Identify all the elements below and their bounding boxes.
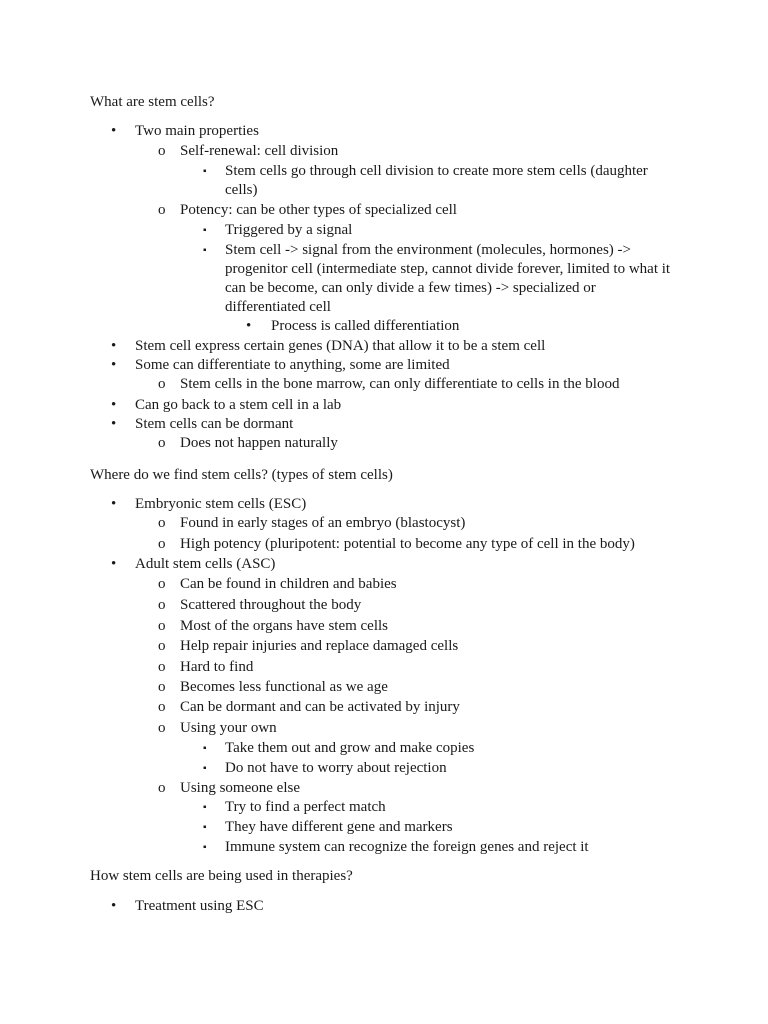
- bullet-level4: •: [246, 318, 252, 334]
- bullet-level1: •: [111, 338, 117, 354]
- list-item: Found in early stages of an embryo (blastocyst): [180, 515, 466, 531]
- list-item: Embryonic stem cells (ESC): [135, 496, 307, 512]
- bullet-level2: o: [158, 376, 166, 392]
- bullet-level2: o: [158, 699, 166, 715]
- bullet-level2: o: [158, 536, 166, 552]
- list-item: Potency: can be other types of specialized cell: [180, 202, 457, 218]
- bullet-level2: o: [158, 659, 166, 675]
- bullet-level3: ▪: [203, 802, 207, 813]
- list-item: Do not have to worry about rejection: [225, 760, 447, 776]
- list-item: Stem cell express certain genes (DNA) that allow it to be a stem cell: [135, 338, 546, 354]
- bullet-level3: ▪: [203, 743, 207, 754]
- list-item: Process is called differentiation: [271, 318, 460, 334]
- section-heading: What are stem cells?: [90, 94, 215, 110]
- list-item: High potency (pluripotent: potential to become any type of cell in the body): [180, 536, 635, 552]
- bullet-level2: o: [158, 576, 166, 592]
- list-item: Does not happen naturally: [180, 435, 338, 451]
- list-item: Can go back to a stem cell in a lab: [135, 397, 342, 413]
- list-item: Treatment using ESC: [135, 898, 264, 914]
- bullet-level2: o: [158, 679, 166, 695]
- bullet-level2: o: [158, 202, 166, 218]
- list-item: Some can differentiate to anything, some are limited: [135, 357, 450, 373]
- bullet-level1: •: [111, 416, 117, 432]
- bullet-level3: ▪: [203, 166, 207, 177]
- list-item-continuation: can be become, can only divide a few times) -> specialized or: [225, 280, 596, 296]
- bullet-level3: ▪: [203, 842, 207, 853]
- bullet-level2: o: [158, 618, 166, 634]
- bullet-level1: •: [111, 123, 117, 139]
- list-item: Stem cells go through cell division to create more stem cells (daughter: [225, 163, 648, 179]
- bullet-level2: o: [158, 435, 166, 451]
- bullet-level2: o: [158, 597, 166, 613]
- list-item: Hard to find: [180, 659, 254, 675]
- bullet-level1: •: [111, 496, 117, 512]
- list-item: Using someone else: [180, 780, 300, 796]
- list-item: Becomes less functional as we age: [180, 679, 388, 695]
- list-item: Two main properties: [135, 123, 259, 139]
- bullet-level1: •: [111, 357, 117, 373]
- list-item: Scattered throughout the body: [180, 597, 362, 613]
- list-item: Using your own: [180, 720, 277, 736]
- list-item: Stem cells in the bone marrow, can only differentiate to cells in the blood: [180, 376, 620, 392]
- list-item: Help repair injuries and replace damaged cells: [180, 638, 459, 654]
- bullet-level3: ▪: [203, 245, 207, 256]
- section-heading: How stem cells are being used in therapies?: [90, 868, 353, 884]
- list-item: Triggered by a signal: [225, 222, 353, 238]
- section-heading: Where do we find stem cells? (types of stem cells): [90, 467, 393, 483]
- bullet-level1: •: [111, 898, 117, 914]
- bullet-level2: o: [158, 515, 166, 531]
- list-item-continuation: cells): [225, 182, 258, 198]
- bullet-level2: o: [158, 143, 166, 159]
- list-item: They have different gene and markers: [225, 819, 453, 835]
- bullet-level2: o: [158, 780, 166, 796]
- list-item: Adult stem cells (ASC): [135, 556, 276, 572]
- bullet-level2: o: [158, 720, 166, 736]
- list-item: Stem cells can be dormant: [135, 416, 294, 432]
- bullet-level1: •: [111, 556, 117, 572]
- list-item-continuation: differentiated cell: [225, 299, 331, 315]
- list-item: Can be dormant and can be activated by injury: [180, 699, 460, 715]
- list-item-continuation: progenitor cell (intermediate step, cannot divide forever, limited to what it: [225, 261, 671, 277]
- list-item: Take them out and grow and make copies: [225, 740, 475, 756]
- list-item: Can be found in children and babies: [180, 576, 397, 592]
- list-item: Stem cell -> signal from the environment (molecules, hormones) ->: [225, 242, 631, 258]
- bullet-level3: ▪: [203, 822, 207, 833]
- bullet-level2: o: [158, 638, 166, 654]
- list-item: Self-renewal: cell division: [180, 143, 339, 159]
- bullet-level3: ▪: [203, 225, 207, 236]
- list-item: Immune system can recognize the foreign genes and reject it: [225, 839, 589, 855]
- list-item: Try to find a perfect match: [225, 799, 386, 815]
- list-item: Most of the organs have stem cells: [180, 618, 389, 634]
- bullet-level1: •: [111, 397, 117, 413]
- bullet-level3: ▪: [203, 763, 207, 774]
